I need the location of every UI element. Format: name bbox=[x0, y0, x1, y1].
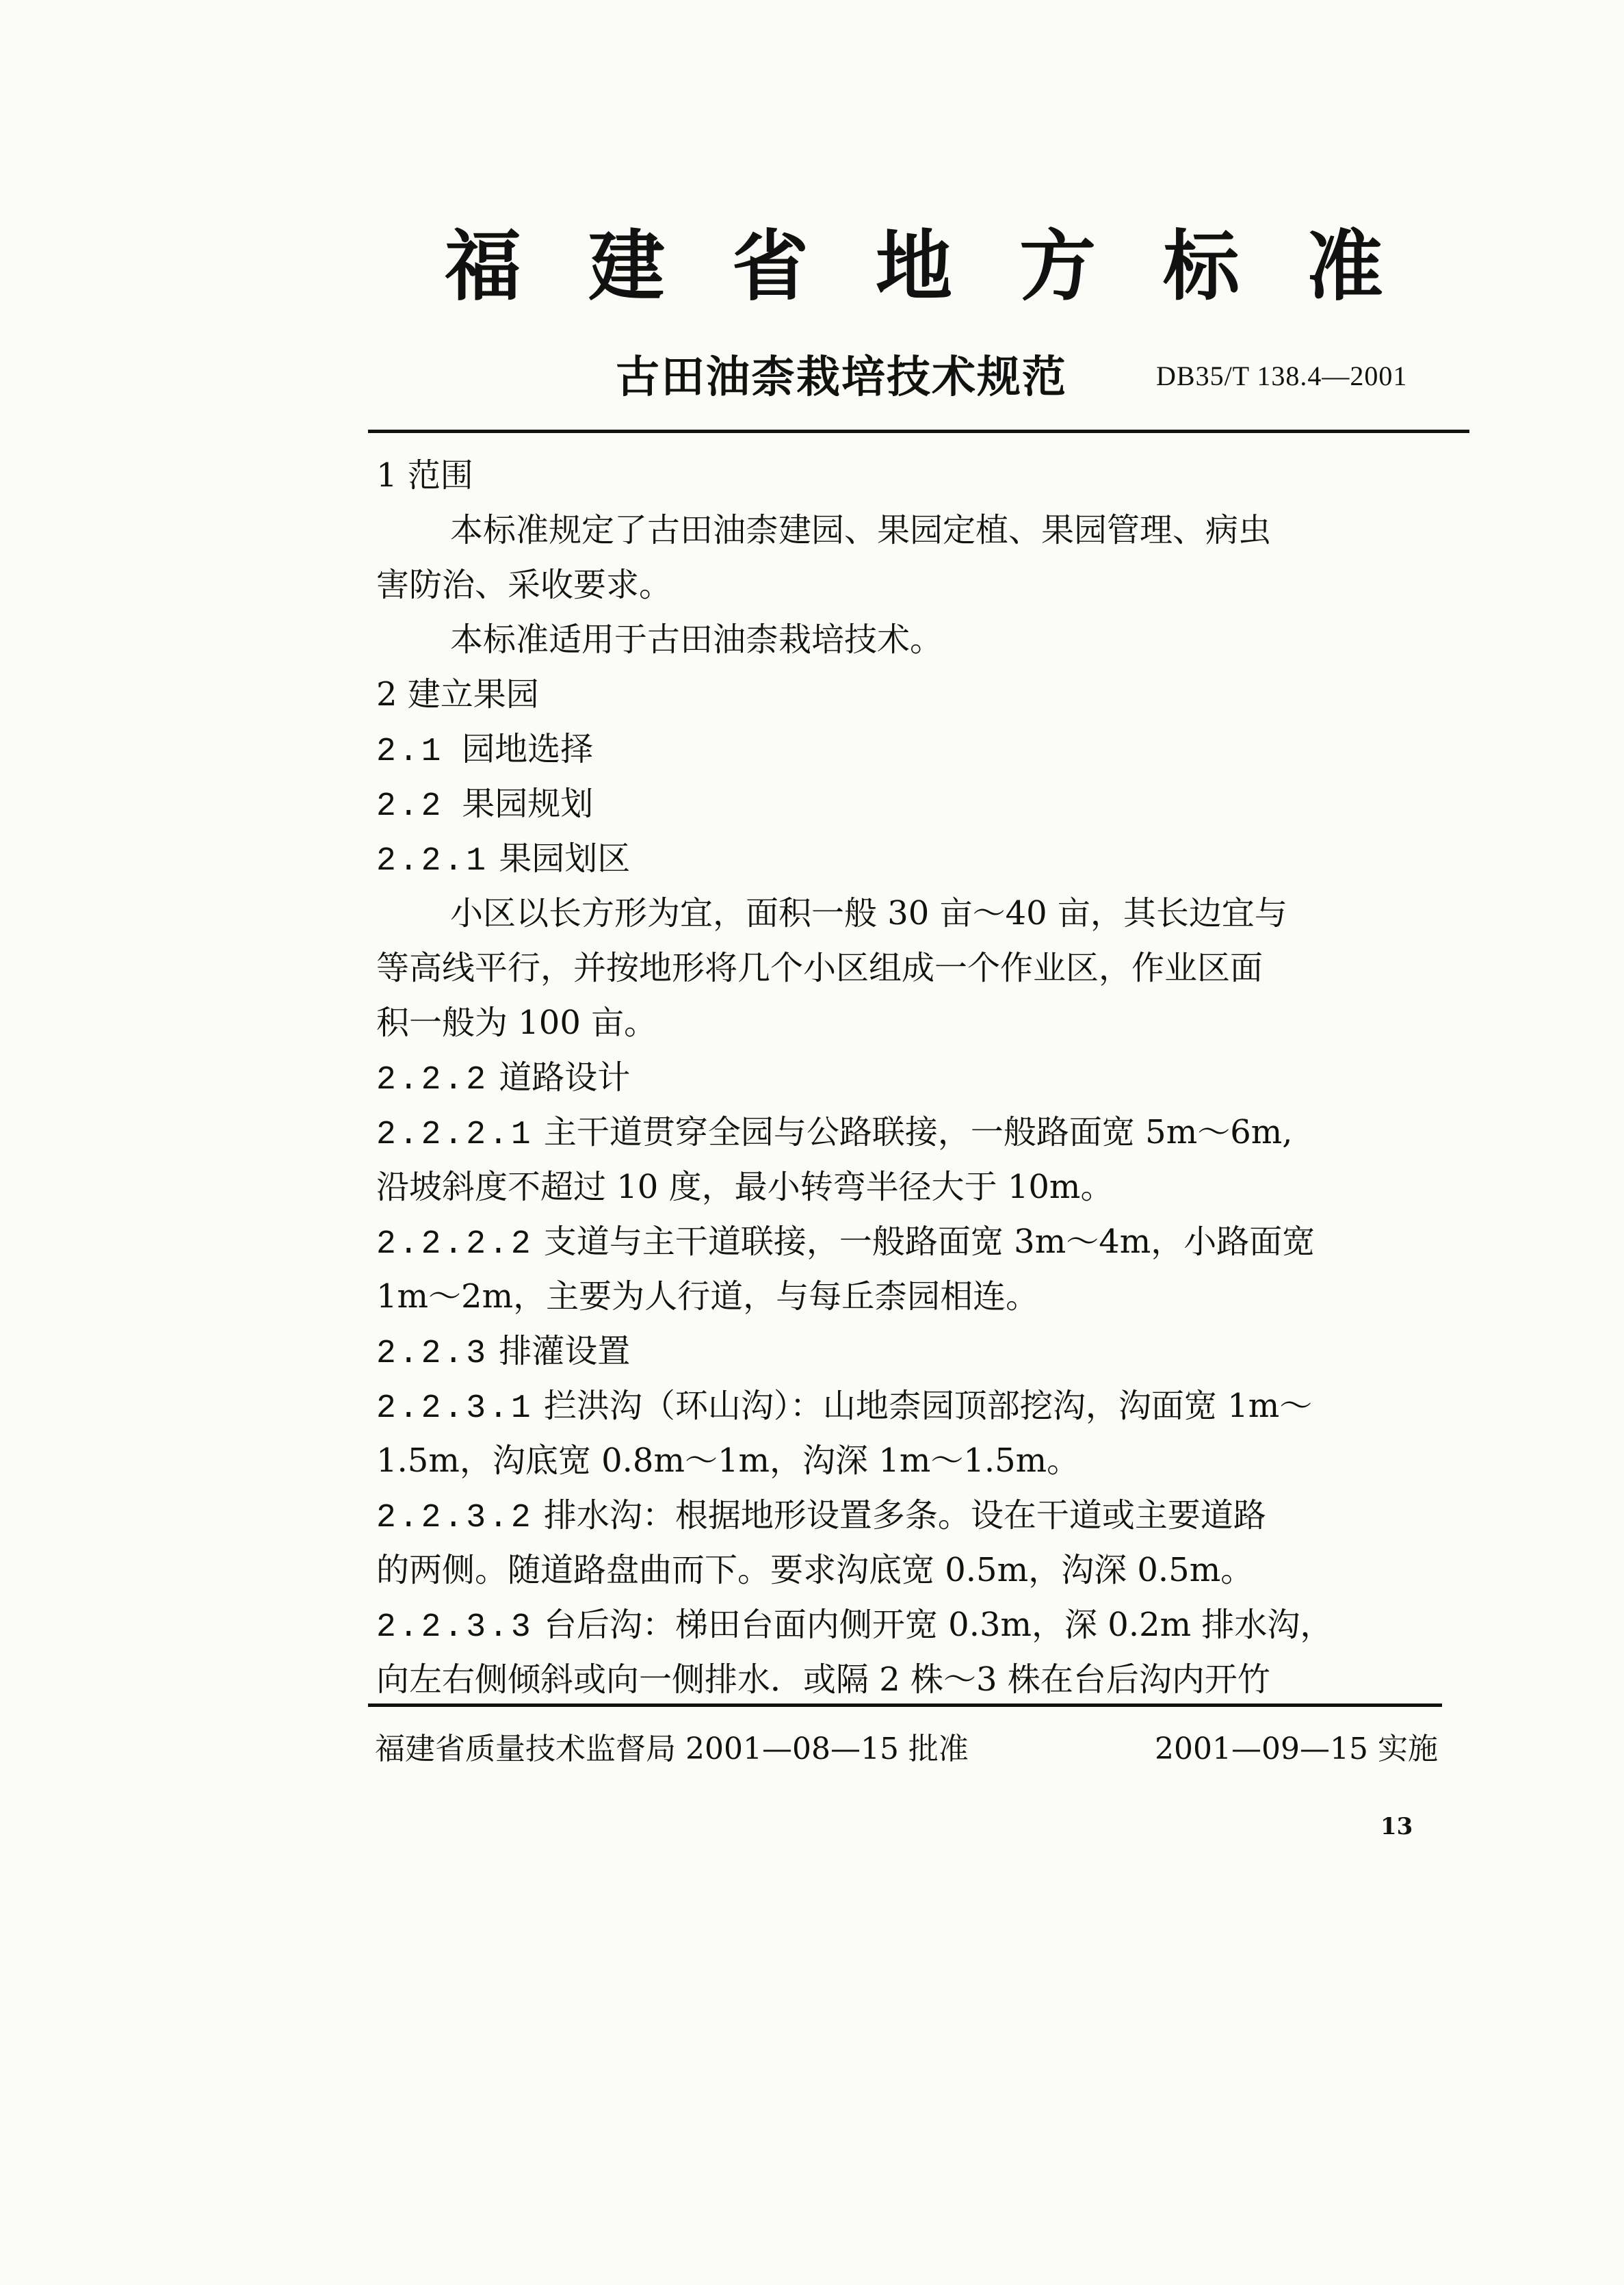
section-title: 果园划区 bbox=[499, 839, 631, 878]
subsection-heading bbox=[376, 831, 1430, 886]
numbered-clause bbox=[376, 1379, 1430, 1433]
paragraph-line: 本标准规定了古田油柰建园、果园定植、果园管理、病虫 bbox=[450, 511, 1272, 549]
paragraph-line: 1.5m，沟底宽 0.8m～1m，沟深 1m～1.5m。 bbox=[376, 1441, 1080, 1480]
clause-text: 支道与主干道联接，一般路面宽 3m～4m，小路面宽 bbox=[543, 1223, 1315, 1261]
subtitle-row bbox=[616, 342, 1423, 404]
clause-number: 2.2.2.1 bbox=[376, 1117, 534, 1153]
page-title: 福建省地方标准 bbox=[445, 222, 1450, 311]
clause-number: 2.2.3.1 bbox=[376, 1390, 534, 1427]
numbered-clause bbox=[376, 1488, 1430, 1543]
section-number: 2.2.2 bbox=[376, 1062, 489, 1099]
paragraph-line: 小区以长方形为宜，面积一般 30 亩～40 亩，其长边宜与 bbox=[450, 894, 1287, 932]
subsection-heading bbox=[376, 722, 1430, 776]
clause-text: 主干道贯穿全园与公路联接，一般路面宽 5m～6m, bbox=[543, 1113, 1293, 1151]
paragraph-line: 积一般为 100 亩。 bbox=[376, 1004, 657, 1042]
paragraph-line: 1m～2m，主要为人行道，与每丘柰园相连。 bbox=[376, 1277, 1039, 1316]
paragraph-line: 沿坡斜度不超过 10 度，最小转弯半径大于 10m。 bbox=[376, 1168, 1114, 1206]
standard-number: DB35/T 138.4—2001 bbox=[1156, 361, 1408, 391]
subsection-heading bbox=[376, 1324, 1430, 1379]
section-title: 排灌设置 bbox=[499, 1332, 631, 1370]
implementation-note: 2001—09—15 实施 bbox=[1155, 1732, 1438, 1766]
approval-note: 福建省质量技术监督局 2001—08—15 批准 bbox=[375, 1732, 969, 1766]
clause-text: 拦洪沟（环山沟）：山地柰园顶部挖沟，沟面宽 1m～ bbox=[543, 1387, 1313, 1425]
top-divider bbox=[368, 430, 1469, 433]
paragraph-line: 害防治、采收要求。 bbox=[376, 566, 672, 604]
document-subtitle: 古田油柰栽培技术规范 bbox=[616, 352, 1067, 403]
numbered-clause bbox=[376, 1105, 1430, 1160]
section-title: 果园规划 bbox=[462, 785, 594, 823]
section-number: 2.2.3 bbox=[376, 1335, 489, 1372]
bottom-divider bbox=[368, 1703, 1442, 1707]
section-number: 2.2 bbox=[376, 788, 444, 825]
paragraph-line: 本标准适用于古田油柰栽培技术。 bbox=[450, 621, 943, 659]
numbered-clause bbox=[376, 1597, 1430, 1652]
subsection-heading bbox=[376, 1050, 1430, 1105]
paragraph-line: 的两侧。随道路盘曲而下。要求沟底宽 0.5m，沟深 0.5m。 bbox=[376, 1551, 1254, 1589]
section-number: 2.2.1 bbox=[376, 843, 489, 880]
clause-text: 台后沟：梯田台面内侧开宽 0.3m，深 0.2m 排水沟， bbox=[543, 1606, 1333, 1644]
section-title: 园地选择 bbox=[462, 730, 594, 768]
section-heading: 2 建立果园 bbox=[376, 675, 539, 714]
subsection-heading bbox=[376, 776, 1430, 831]
section-title: 道路设计 bbox=[499, 1058, 631, 1097]
document-body bbox=[376, 448, 1430, 1707]
page-number: 13 bbox=[1380, 1813, 1413, 1840]
paragraph-line: 等高线平行，并按地形将几个小区组成一个作业区，作业区面 bbox=[376, 949, 1263, 987]
section-heading: 1 范围 bbox=[376, 456, 473, 495]
clause-text: 排水沟：根据地形设置多条。设在干道或主要道路 bbox=[543, 1496, 1266, 1535]
section-number: 2.1 bbox=[376, 733, 444, 770]
clause-number: 2.2.3.3 bbox=[376, 1609, 534, 1646]
clause-number: 2.2.2.2 bbox=[376, 1226, 534, 1263]
paragraph-line: 向左右侧倾斜或向一侧排水．或隔 2 株～3 株在台后沟内开竹 bbox=[376, 1660, 1270, 1699]
numbered-clause bbox=[376, 1214, 1430, 1269]
clause-number: 2.2.3.2 bbox=[376, 1500, 534, 1537]
